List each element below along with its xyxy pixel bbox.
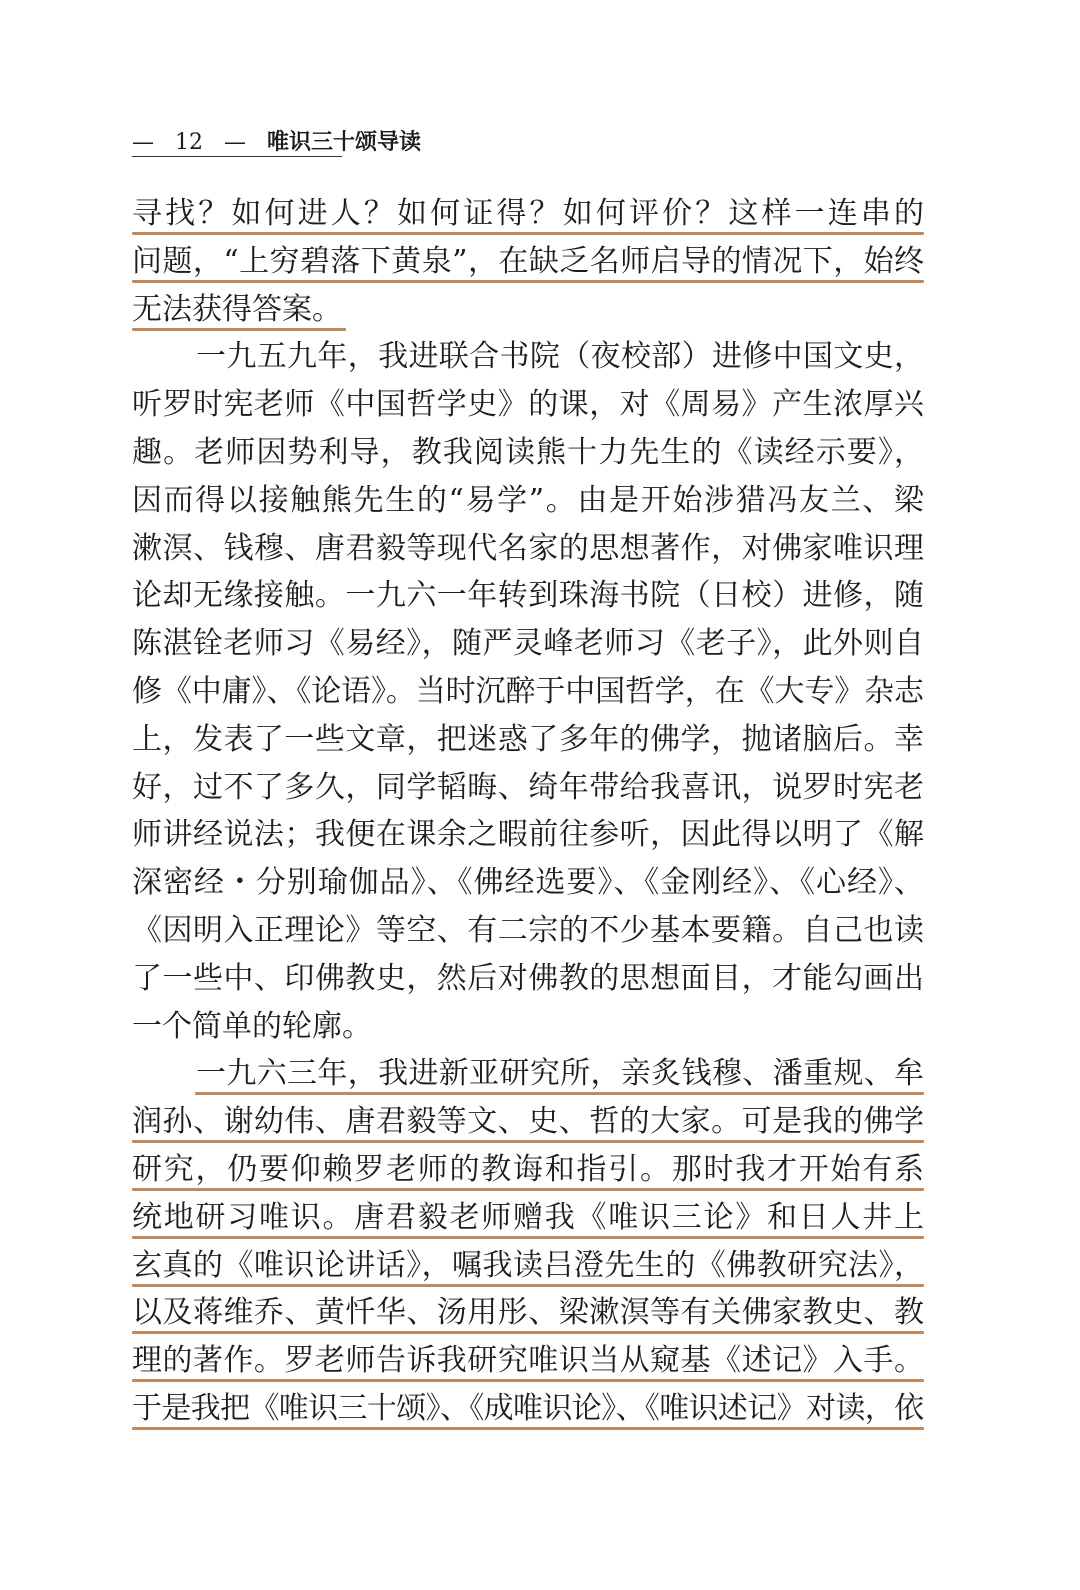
text-line (132, 572, 932, 620)
text-line-content: 漱溟、钱穆、唐君毅等现代名家的思想著作，对佛家唯识理 (132, 530, 925, 566)
book-title: 唯识三十颂导读 (267, 129, 422, 155)
text-line-content: 修《中庸》、《论语》。当时沉醉于中国哲学，在《大专》杂志 (132, 673, 924, 709)
highlight-underline (132, 1284, 924, 1287)
highlight-underline (132, 1188, 924, 1191)
text-line (132, 955, 932, 1003)
text-line (132, 1098, 932, 1146)
text-line-content: 深密经・分别瑜伽品》、《佛经选要》、《金刚经》、《心经》、 (132, 865, 925, 901)
text-line-content: 一个简单的轮廓。 (132, 1008, 372, 1044)
text-line-content: 问题，“上穷碧落下黄泉”，在缺乏名师启导的情况下，始终 (132, 243, 925, 279)
text-line (132, 477, 932, 525)
text-line (132, 716, 932, 764)
header-dash-left: — (132, 130, 154, 155)
text-line-content: 陈湛铨老师习《易经》，随严灵峰老师习《老子》，此外则自 (132, 626, 925, 662)
header-rule (132, 156, 342, 157)
text-line (132, 764, 932, 812)
body-text (132, 190, 932, 1433)
highlight-underline (132, 1140, 924, 1143)
text-line (132, 381, 932, 429)
text-line-content: 寻找？如何进人？如何证得？如何评价？这样一连串的 (132, 196, 928, 231)
text-line-content: 无法获得答案。 (132, 291, 342, 327)
text-line-content: 于是我把《唯识三十颂》、《成唯识论》、《唯识述记》对读，依 (132, 1390, 924, 1426)
text-line-content: 以及蒋维乔、黄忏华、汤用彤、梁漱溟等有关佛家教史、教 (132, 1295, 925, 1331)
text-line (132, 907, 932, 955)
page-number: 12 (175, 130, 203, 155)
highlight-underline (132, 1236, 924, 1239)
highlight-underline (132, 1331, 924, 1334)
text-line (132, 333, 932, 381)
highlight-underline (132, 1427, 924, 1430)
text-line-content: 趣。老师因势利导，教我阅读熊十力先生的《读经示要》， (132, 434, 926, 470)
text-line (132, 1385, 932, 1433)
text-line-content: 师讲经说法；我便在课余之暇前往参听，因此得以明了《解 (132, 817, 925, 853)
text-line (132, 1242, 932, 1290)
text-line-content: 听罗时宪老师《中国哲学史》的课，对《周易》产生浓厚兴 (132, 387, 925, 423)
text-line-content: 一九六三年，我进新亚研究所，亲炙钱穆、潘重规、牟 (196, 1056, 925, 1092)
highlight-underline (195, 1092, 924, 1095)
header-dash-right: — (224, 130, 246, 155)
text-line (132, 811, 932, 859)
text-line-content: 好，过不了多久，同学韬晦、绮年带给我喜讯，说罗时宪老 (132, 769, 925, 805)
text-line-content: 论却无缘接触。一九六一年转到珠海书院（日校）进修，随 (132, 578, 925, 614)
text-line-content: 润孙、谢幼伟、唐君毅等文、史、哲的大家。可是我的佛学 (132, 1104, 925, 1140)
highlight-underline (132, 328, 346, 331)
text-line (132, 1146, 932, 1194)
text-line (132, 1289, 932, 1337)
text-line (132, 620, 932, 668)
text-line (132, 1003, 932, 1051)
text-line (132, 668, 932, 716)
text-line (132, 1050, 932, 1098)
text-line-content: 统地研习唯识。唐君毅老师赠我《唯识三论》和日人井上 (132, 1199, 926, 1235)
highlight-underline (132, 1379, 924, 1382)
text-line (132, 190, 932, 238)
highlight-underline (132, 280, 924, 283)
text-line (132, 1337, 932, 1385)
text-line (132, 1194, 932, 1242)
text-line-content: 因而得以接触熊先生的“易学”。由是开始涉猎冯友兰、梁 (132, 482, 926, 518)
text-line (132, 286, 932, 334)
highlight-underline (132, 232, 924, 235)
text-line-content: 理的著作。罗老师告诉我研究唯识当从窥基《述记》入手。 (132, 1343, 925, 1379)
text-line-content: 研究，仍要仰赖罗老师的教诲和指引。那时我才开始有系 (132, 1151, 926, 1187)
text-line-content: 一九五九年，我进联合书院（夜校部）进修中国文史， (196, 339, 925, 375)
text-line-content: 《因明入正理论》等空、有二宗的不少基本要籍。自己也读 (132, 912, 925, 948)
text-line (132, 525, 932, 573)
text-line-content: 上，发表了一些文章，把迷惑了多年的佛学，抛诸脑后。幸 (132, 721, 925, 757)
text-line (132, 859, 932, 907)
text-line (132, 429, 932, 477)
text-line (132, 238, 932, 286)
running-header (132, 124, 932, 160)
text-line-content: 玄真的《唯识论讲话》，嘱我读吕澄先生的《佛教研究法》， (132, 1247, 925, 1283)
text-line-content: 了一些中、印佛教史，然后对佛教的思想面目，才能勾画出 (132, 960, 925, 996)
